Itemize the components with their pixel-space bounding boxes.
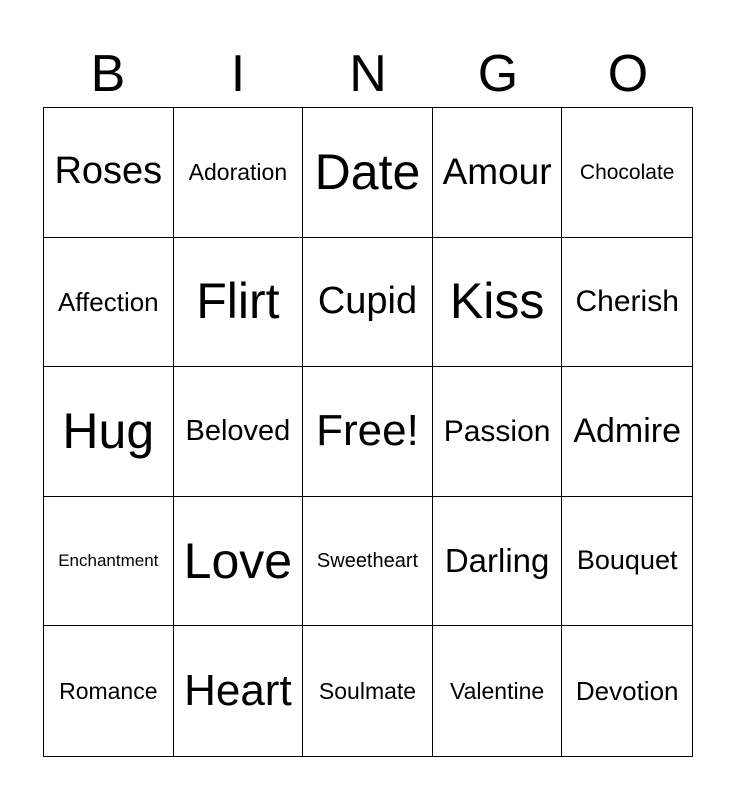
- header-letter-o: O: [607, 45, 649, 103]
- bingo-cell[interactable]: Adoration: [174, 108, 304, 238]
- bingo-cell[interactable]: Devotion: [575, 675, 679, 706]
- bingo-cell[interactable]: Free!: [303, 367, 433, 497]
- header-letter-i: I: [230, 45, 246, 103]
- bingo-cell[interactable]: Sweetheart: [303, 497, 433, 627]
- bingo-cell[interactable]: Admire: [562, 367, 692, 497]
- bingo-cell[interactable]: Cherish: [562, 238, 692, 368]
- bingo-cell[interactable]: Passion: [433, 367, 563, 497]
- bingo-cell[interactable]: Hug: [44, 367, 174, 497]
- bingo-cell[interactable]: Kiss: [433, 238, 563, 368]
- bingo-cell[interactable]: Romance: [44, 626, 174, 756]
- bingo-cell[interactable]: Beloved: [174, 367, 304, 497]
- bingo-cell[interactable]: Chocolate: [562, 108, 692, 238]
- header-letter-g: G: [477, 45, 519, 103]
- bingo-cell[interactable]: Heart: [174, 626, 304, 756]
- bingo-cell[interactable]: Bouquet: [562, 497, 692, 627]
- bingo-cell[interactable]: Enchantment: [44, 497, 174, 627]
- bingo-header: [43, 40, 693, 108]
- bingo-cell[interactable]: Amour: [433, 108, 563, 238]
- bingo-cell[interactable]: Valentine: [433, 626, 563, 756]
- bingo-cell[interactable]: Roses: [44, 108, 174, 238]
- bingo-cell[interactable]: Soulmate: [303, 626, 433, 756]
- bingo-cell[interactable]: Affection: [44, 238, 174, 368]
- bingo-cell[interactable]: Darling: [433, 497, 563, 627]
- bingo-board: [43, 107, 693, 757]
- header-letter-b: B: [90, 45, 126, 103]
- bingo-cell[interactable]: Flirt: [174, 238, 304, 368]
- bingo-cell[interactable]: Date: [303, 108, 433, 238]
- header-letter-n: N: [349, 45, 387, 103]
- bingo-cell[interactable]: Love: [174, 497, 304, 627]
- bingo-cell[interactable]: Cupid: [303, 238, 433, 368]
